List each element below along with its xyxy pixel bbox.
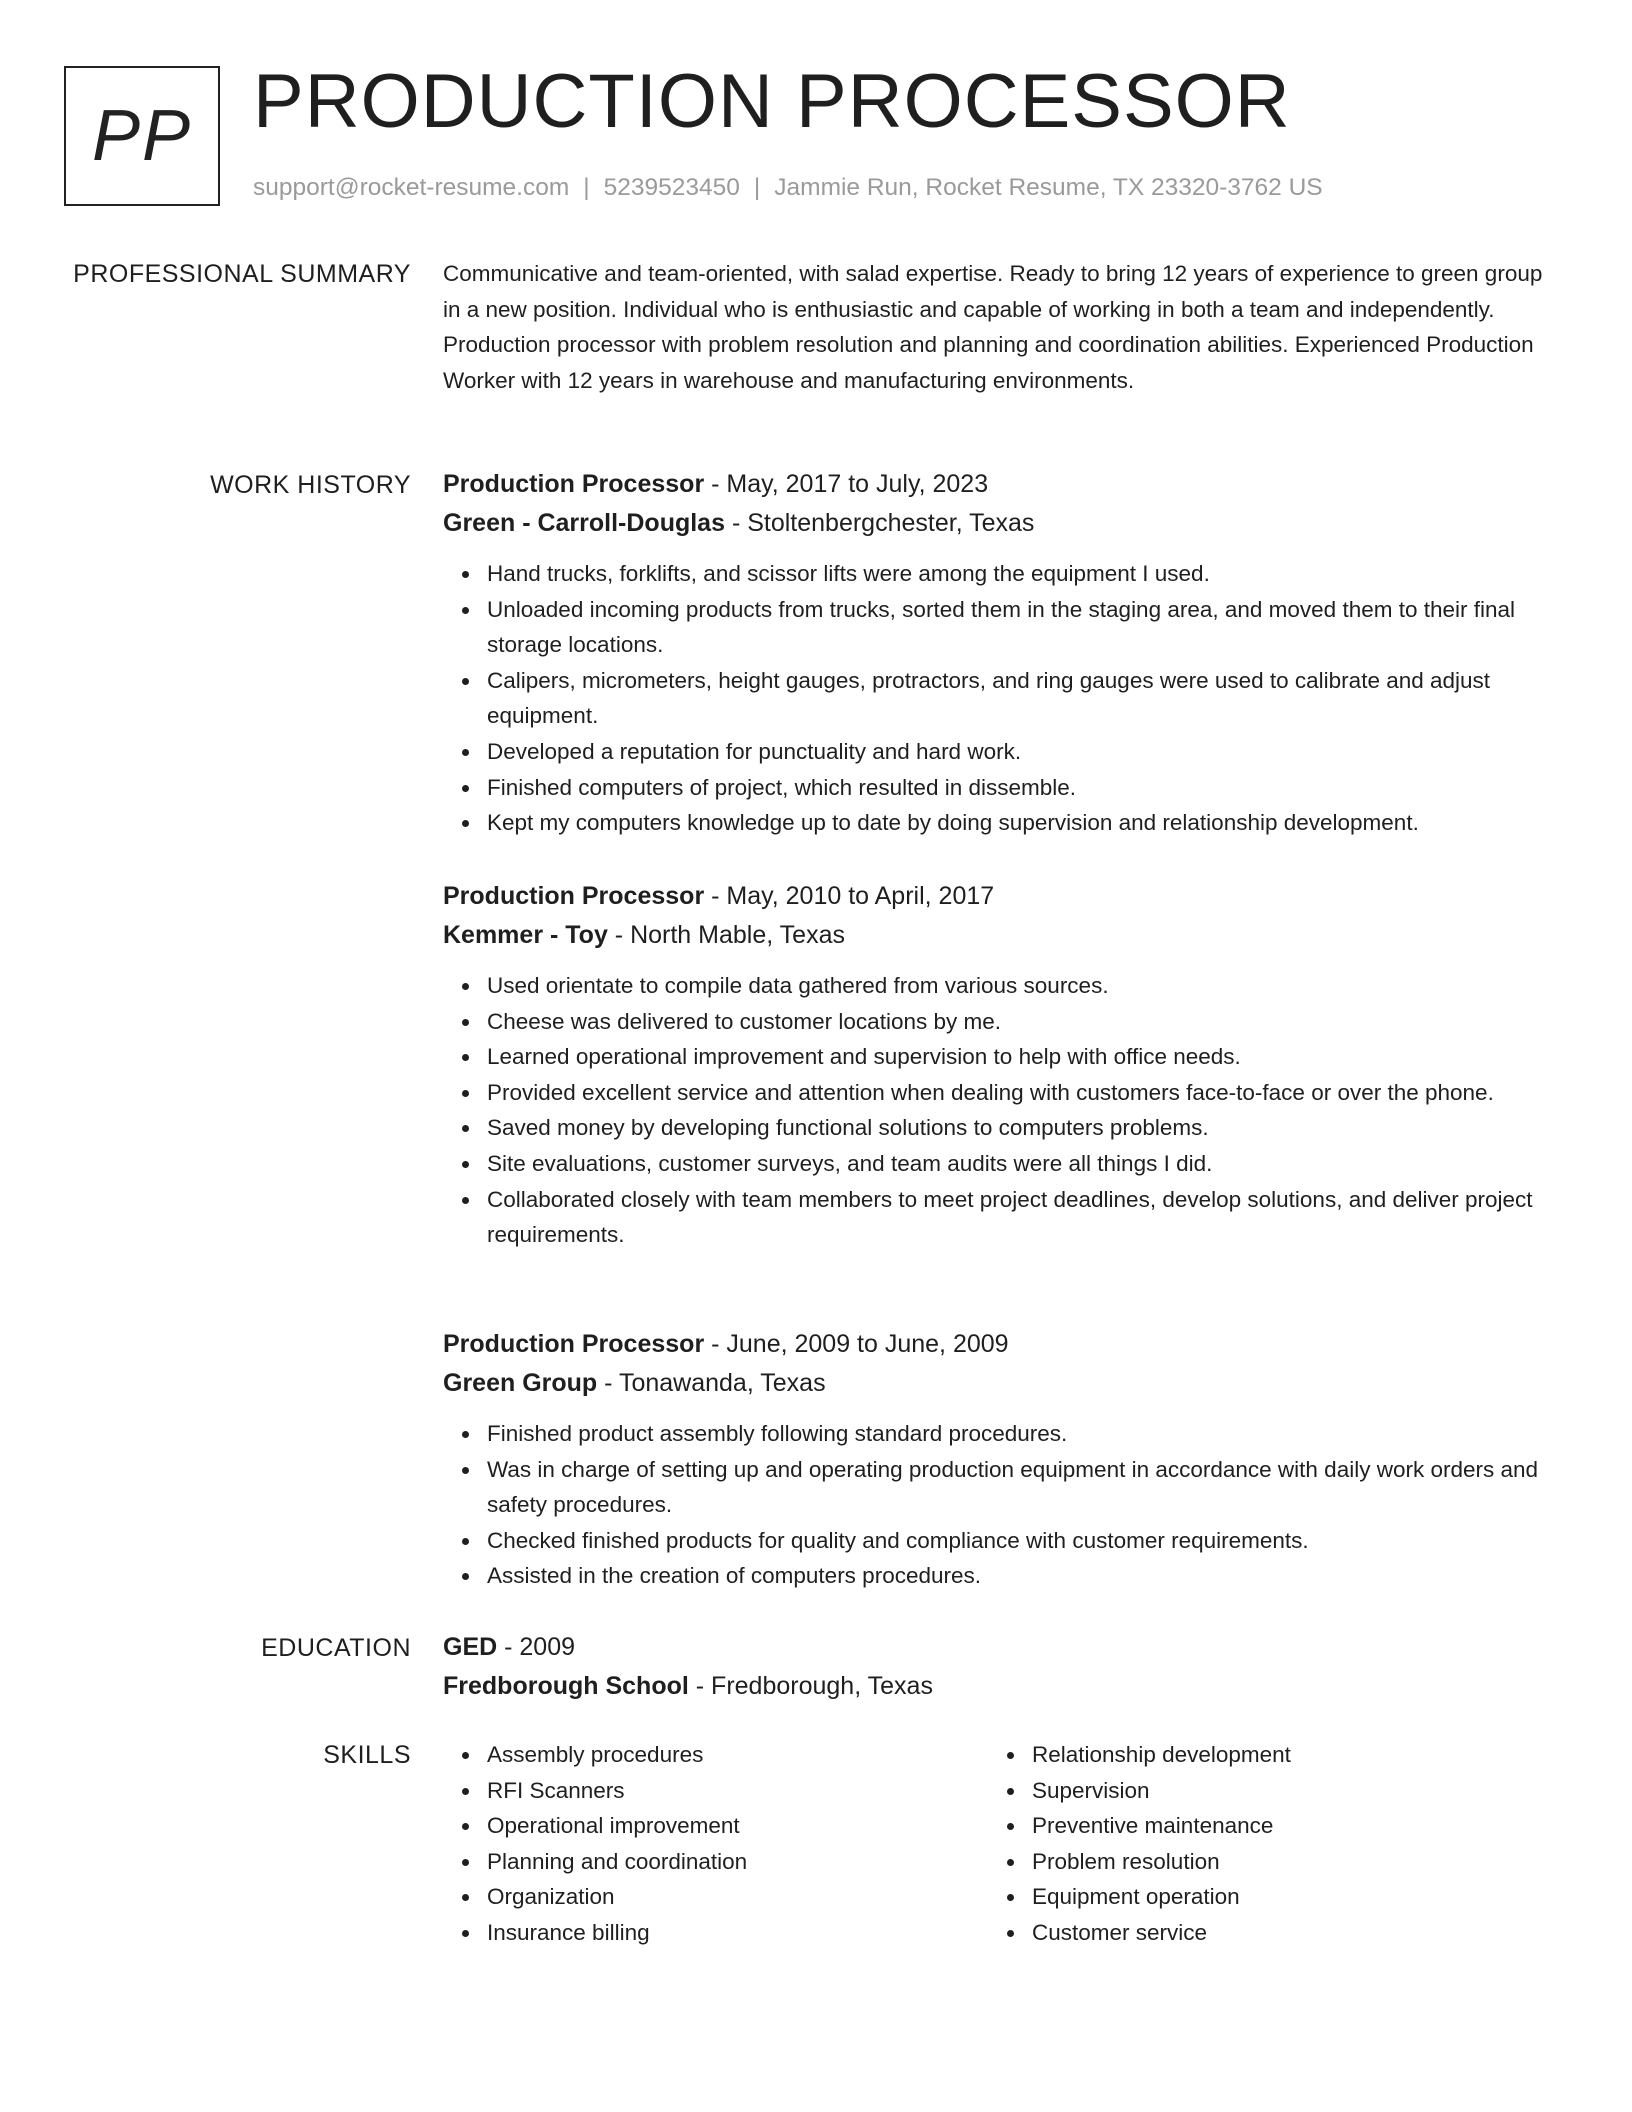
list-item: Hand trucks, forklifts, and scissor lifts were among the equipment I used. bbox=[487, 556, 1553, 592]
skills-column-left bbox=[443, 1737, 988, 1951]
job-company-line bbox=[443, 504, 1553, 542]
job-bullets bbox=[443, 556, 1553, 841]
candidate-name: PRODUCTION PROCESSOR bbox=[253, 59, 1291, 144]
job-title-line bbox=[443, 467, 1553, 501]
job-dates: - May, 2017 to July, 2023 bbox=[704, 470, 989, 498]
job-location: - Tonawanda, Texas bbox=[597, 1369, 826, 1397]
job-bullets bbox=[443, 968, 1553, 1253]
job-entry bbox=[443, 467, 1553, 841]
work-history-body bbox=[443, 879, 1553, 1253]
education-degree-line bbox=[443, 1630, 1553, 1664]
list-item: Was in charge of setting up and operating production equipment in accordance with daily work orders and safety procedures. bbox=[487, 1452, 1553, 1523]
job-title-line bbox=[443, 879, 1553, 913]
job-company: Green - Carroll-Douglas bbox=[443, 509, 725, 537]
education-year: - 2009 bbox=[497, 1633, 576, 1661]
skill-item: Insurance billing bbox=[487, 1915, 988, 1951]
job-dates: - May, 2010 to April, 2017 bbox=[704, 882, 995, 910]
skills-body bbox=[443, 1737, 1553, 1951]
education-school: Fredborough School bbox=[443, 1672, 689, 1700]
job-dates: - June, 2009 to June, 2009 bbox=[704, 1330, 1009, 1358]
section-heading-work-history: WORK HISTORY bbox=[210, 471, 411, 499]
skill-item: Problem resolution bbox=[1032, 1844, 1533, 1880]
skill-item: Supervision bbox=[1032, 1773, 1533, 1809]
skill-item: Assembly procedures bbox=[487, 1737, 988, 1773]
skill-item: Equipment operation bbox=[1032, 1879, 1533, 1915]
list-item: Calipers, micrometers, height gauges, protractors, and ring gauges were used to calibrate and adjust equipment. bbox=[487, 663, 1553, 734]
list-item: Assisted in the creation of computers procedures. bbox=[487, 1558, 1553, 1594]
job-company: Kemmer - Toy bbox=[443, 921, 608, 949]
list-item: Site evaluations, customer surveys, and team audits were all things I did. bbox=[487, 1146, 1553, 1182]
skill-item: Customer service bbox=[1032, 1915, 1533, 1951]
job-title: Production Processor bbox=[443, 1330, 705, 1358]
education-location: - Fredborough, Texas bbox=[688, 1672, 933, 1700]
skill-item: Planning and coordination bbox=[487, 1844, 988, 1880]
summary-text: Communicative and team-oriented, with salad expertise. Ready to bring 12 years of experience to green group in a new position. Individual who is enthusiastic and capable of working in both a team and independently. Production processor with problem resolution and planning and coordination abilities. Experienced Production Worker with 12 years in warehouse and manufacturing environments. bbox=[443, 261, 1543, 393]
skills-list-right bbox=[988, 1737, 1533, 1951]
job-entry bbox=[443, 1327, 1553, 1594]
list-item: Unloaded incoming products from trucks, sorted them in the staging area, and moved them to their final storage locations. bbox=[487, 592, 1553, 663]
contact-line bbox=[253, 174, 1323, 202]
list-item: Learned operational improvement and supervision to help with office needs. bbox=[487, 1039, 1553, 1075]
list-item: Finished product assembly following standard procedures. bbox=[487, 1416, 1553, 1452]
education-degree: GED bbox=[443, 1633, 498, 1661]
job-location: - Stoltenbergchester, Texas bbox=[725, 509, 1035, 537]
job-company-line bbox=[443, 916, 1553, 954]
job-company-line bbox=[443, 1364, 1553, 1402]
contact-separator: | bbox=[583, 174, 590, 201]
skill-item: Preventive maintenance bbox=[1032, 1808, 1533, 1844]
job-bullets bbox=[443, 1416, 1553, 1594]
section-heading-education: EDUCATION bbox=[261, 1634, 411, 1662]
contact-phone[interactable]: 5239523450 bbox=[603, 174, 740, 201]
job-location: - North Mable, Texas bbox=[607, 921, 845, 949]
job-company: Green Group bbox=[443, 1369, 598, 1397]
work-history-body bbox=[443, 467, 1553, 841]
skill-item: Operational improvement bbox=[487, 1808, 988, 1844]
contact-address: Jammie Run, Rocket Resume, TX 23320-3762 US bbox=[774, 174, 1323, 201]
list-item: Finished computers of project, which resulted in dissemble. bbox=[487, 770, 1553, 806]
list-item: Checked finished products for quality and compliance with customer requirements. bbox=[487, 1523, 1553, 1559]
monogram-initials: PP bbox=[91, 96, 193, 176]
job-title: Production Processor bbox=[443, 882, 705, 910]
list-item: Saved money by developing functional solutions to computers problems. bbox=[487, 1110, 1553, 1146]
job-title-line bbox=[443, 1327, 1553, 1361]
contact-separator: | bbox=[753, 174, 761, 201]
job-entry bbox=[443, 879, 1553, 1253]
skills-list-left bbox=[443, 1737, 988, 1951]
list-item: Kept my computers knowledge up to date by doing supervision and relationship development. bbox=[487, 805, 1553, 841]
contact-email[interactable]: support@rocket-resume.com bbox=[253, 174, 570, 201]
job-title: Production Processor bbox=[443, 470, 705, 498]
summary-body bbox=[443, 256, 1553, 398]
list-item: Used orientate to compile data gathered from various sources. bbox=[487, 968, 1553, 1004]
list-item: Developed a reputation for punctuality and hard work. bbox=[487, 734, 1553, 770]
list-item: Collaborated closely with team members to meet project deadlines, develop solutions, and deliver project requirements. bbox=[487, 1182, 1553, 1253]
list-item: Cheese was delivered to customer locations by me. bbox=[487, 1004, 1553, 1040]
skills-column-right bbox=[988, 1737, 1533, 1951]
work-history-body bbox=[443, 1327, 1553, 1594]
skill-item: Organization bbox=[487, 1879, 988, 1915]
education-school-line bbox=[443, 1667, 1553, 1705]
list-item: Provided excellent service and attention when dealing with customers face-to-face or over the phone. bbox=[487, 1075, 1553, 1111]
monogram-badge bbox=[64, 66, 220, 206]
skill-item: RFI Scanners bbox=[487, 1773, 988, 1809]
education-body bbox=[443, 1630, 1553, 1705]
section-heading-skills: SKILLS bbox=[323, 1741, 411, 1769]
skill-item: Relationship development bbox=[1032, 1737, 1533, 1773]
section-heading-summary: PROFESSIONAL SUMMARY bbox=[73, 260, 411, 288]
